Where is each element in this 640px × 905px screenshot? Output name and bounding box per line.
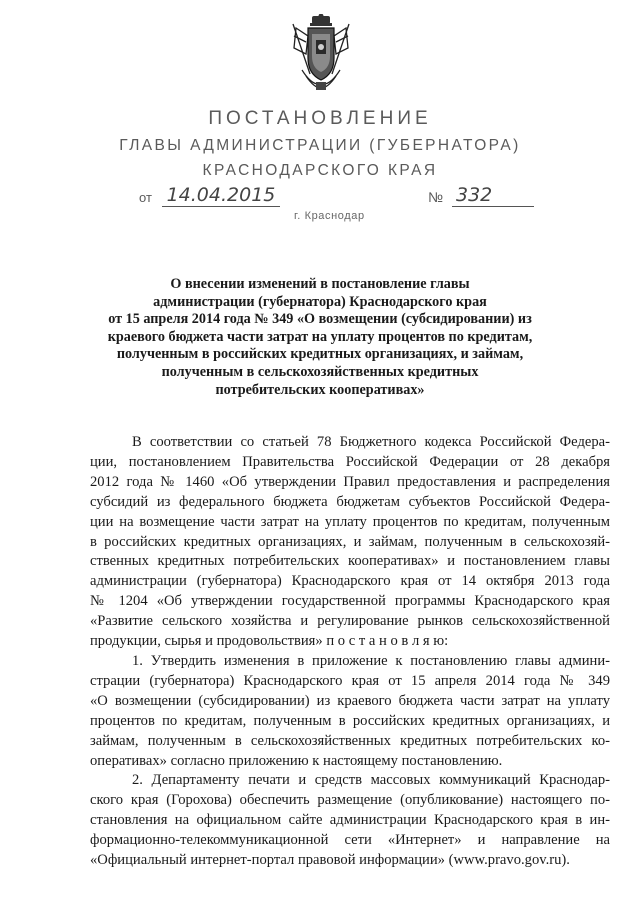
date-number-line — [0, 184, 640, 212]
body-line: «Официальный интернет-портал правовой информации» (www.pravo.gov.ru). — [90, 852, 570, 869]
body-line: становления на официальном сайте администрации Краснодарского края в ин- — [90, 812, 610, 829]
document-number: 332 — [452, 184, 534, 207]
subject-line: от 15 апреля 2014 года № 349 «О возмещении (субсидировании) из — [108, 311, 532, 328]
body-line: В соответствии со статьей 78 Бюджетного кодекса Российской Федера- — [132, 434, 610, 450]
krasnodar-krai-coat-of-arms-icon — [290, 14, 352, 92]
body-line: займам, полученным в сельскохозяйственных кредитных потребительских ко- — [90, 732, 610, 749]
body-line: «Развитие сельского хозяйства и регулирование рынков сельскохозяйственной — [90, 613, 610, 630]
body-line: страции (губернатора) Краснодарского края от 15 апреля 2014 года № 349 — [90, 672, 610, 689]
body-line: № 1204 «Об утверждении государственной программы Краснодарского края — [90, 593, 610, 610]
issuer-line-2: КРАСНОДАРСКОГО КРАЯ — [202, 162, 438, 179]
body-line: «О возмещении (субсидировании) из краевого бюджета части затрат на уплату — [90, 692, 610, 709]
date-prefix: от — [139, 190, 152, 205]
body-line: субсидий из федерального бюджета бюджетам субъектов Российской Федера- — [90, 493, 610, 510]
body-line: процентов по кредитам, полученным в российских кредитных организациях, и — [90, 712, 610, 729]
document-title: ПОСТАНОВЛЕНИЕ — [208, 108, 432, 129]
body-line: 1. Утвердить изменения в приложение к постановлению главы админи- — [132, 652, 610, 669]
body-line: 2. Департаменту печати и средств массовых коммуникаций Краснодар- — [132, 772, 610, 789]
subject-line: О внесении изменений в постановление главы — [170, 276, 470, 292]
subject-line: полученным в сельскохозяйственных кредитных — [161, 363, 479, 380]
body-line: ского края (Горохова) обеспечить размещение (опубликование) настоящего по- — [90, 792, 610, 809]
body-line: ции, постановлением Правительства Российской Федерации от 28 декабря — [90, 453, 610, 470]
city-label: г. Краснодар — [294, 210, 365, 222]
body-line: продукции, сырья и продовольствия» п о с т а н о в л я ю: — [90, 633, 449, 650]
body-text — [90, 433, 610, 871]
number-prefix: № — [428, 189, 444, 205]
subject-line: потребительских кооперативах» — [215, 381, 425, 398]
body-line: администрации (губернатора) Краснодарского края от 14 октября 2013 года — [90, 573, 610, 590]
body-line: ции на возмещение части затрат на уплату процентов по кредитам, полученным — [90, 513, 610, 530]
subject-heading — [0, 276, 640, 399]
subject-line: краевого бюджета части затрат на уплату процентов по кредитам, — [107, 328, 533, 345]
body-line: формационно-телекоммуникационной сети «Интернет» и направление на — [90, 832, 610, 849]
body-line: ственных кредитных потребительских кооперативах» и постановлением главы — [90, 553, 610, 570]
body-line: оперативах» согласно приложению к настоящему постановлению. — [90, 752, 503, 769]
document-date: 14.04.2015 — [162, 184, 280, 207]
subject-line: полученным в российских кредитных организациях, и займам, — [116, 346, 524, 363]
body-line: в российских кредитных организациях, и займам, полученным в сельскохозяй- — [90, 533, 610, 550]
issuer-line-1: ГЛАВЫ АДМИНИСТРАЦИИ (ГУБЕРНАТОРА) — [119, 137, 521, 154]
body-line: 2012 года № 1460 «Об утверждении Правил предоставления и распределения — [90, 473, 610, 490]
subject-line: администрации (губернатора) Краснодарского края — [153, 293, 487, 310]
